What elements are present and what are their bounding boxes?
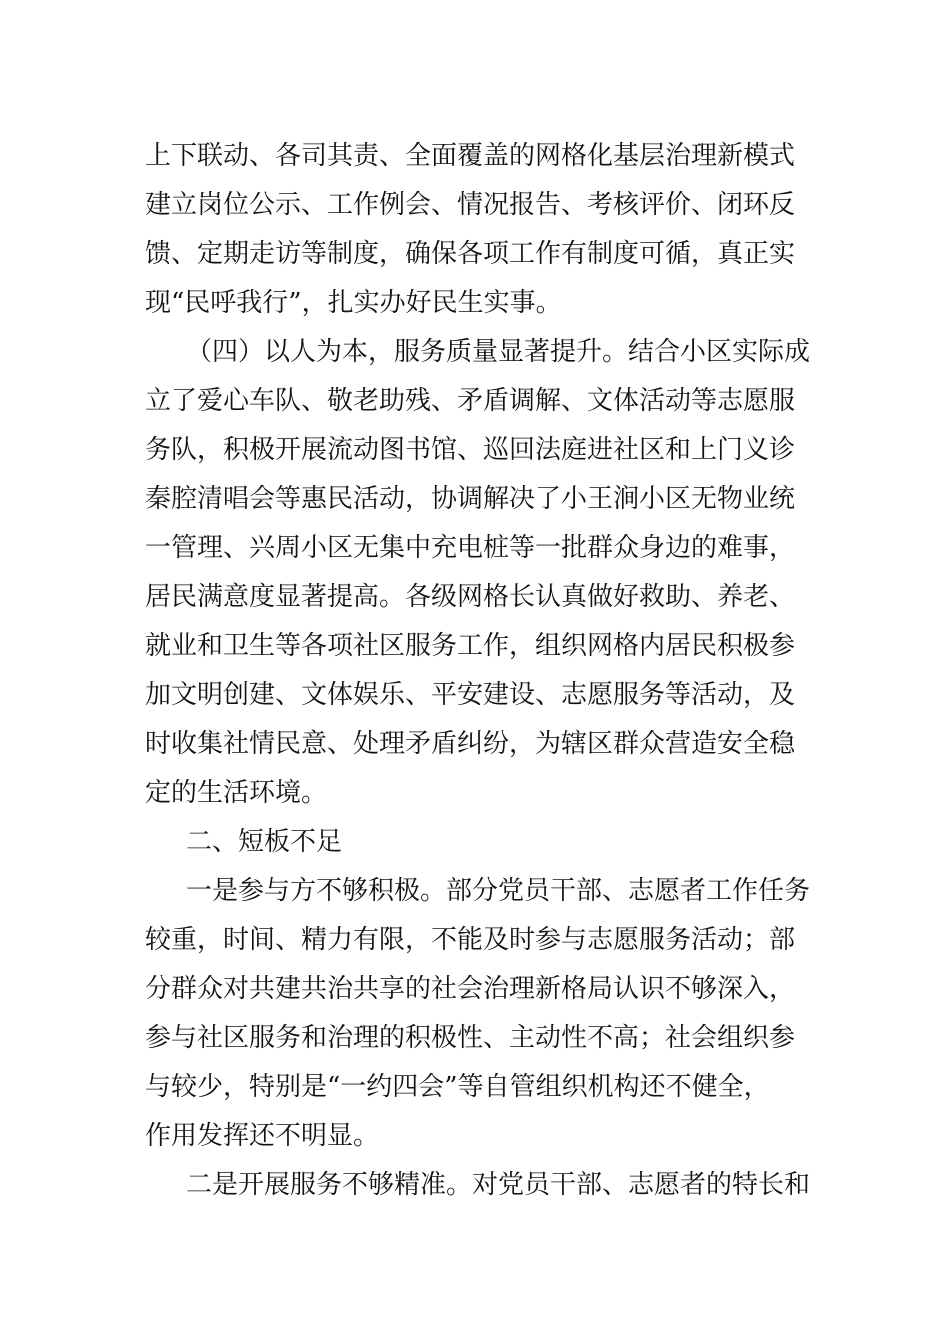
text-line: 加文明创建、文体娱乐、平安建设、志愿服务等活动，及 xyxy=(145,680,796,710)
section-heading: 二、短板不足 xyxy=(186,827,343,857)
text-line: 上下联动、各司其责、全面覆盖的网格化基层治理新模式 xyxy=(145,141,796,171)
text-line: 与较少，特别是“一约四会”等自管组织机构还不健全， xyxy=(145,1072,770,1102)
text-line: 现“民呼我行”，扎实办好民生实事。 xyxy=(145,288,562,318)
text-line: 定的生活环境。 xyxy=(145,778,328,808)
text-line: 馈、定期走访等制度，确保各项工作有制度可循，真正实 xyxy=(145,239,796,269)
text-line: 居民满意度显著提高。各级网格长认真做好救助、养老、 xyxy=(145,582,796,612)
text-line: 务队，积极开展流动图书馆、巡回法庭进社区和上门义诊 xyxy=(145,435,796,465)
text-line: 作用发挥还不明显。 xyxy=(145,1121,380,1151)
text-line: 较重，时间、精力有限，不能及时参与志愿服务活动；部 xyxy=(145,925,796,955)
paragraph-start-line: 二是开展服务不够精准。对党员干部、志愿者的特长和 xyxy=(186,1170,811,1200)
text-line: 分群众对共建共治共享的社会治理新格局认识不够深入， xyxy=(145,974,796,1004)
document-body xyxy=(145,132,815,1210)
text-line: 参与社区服务和治理的积极性、主动性不高；社会组织参 xyxy=(145,1023,796,1053)
text-line: 建立岗位公示、工作例会、情况报告、考核评价、闭环反 xyxy=(145,190,796,220)
section-heading-line: （四）以人为本，服务质量显著提升。结合小区实际成 xyxy=(186,337,811,367)
paragraph-start-line: 一是参与方不够积极。部分党员干部、志愿者工作任务 xyxy=(186,876,811,906)
text-line: 时收集社情民意、处理矛盾纠纷，为辖区群众营造安全稳 xyxy=(145,729,796,759)
text-line: 立了爱心车队、敬老助残、矛盾调解、文体活动等志愿服 xyxy=(145,386,796,416)
text-line: 秦腔清唱会等惠民活动，协调解决了小王涧小区无物业统 xyxy=(145,484,796,514)
text-line: 一管理、兴周小区无集中充电桩等一批群众身边的难事， xyxy=(145,533,796,563)
text-line: 就业和卫生等各项社区服务工作，组织网格内居民积极参 xyxy=(145,631,796,661)
